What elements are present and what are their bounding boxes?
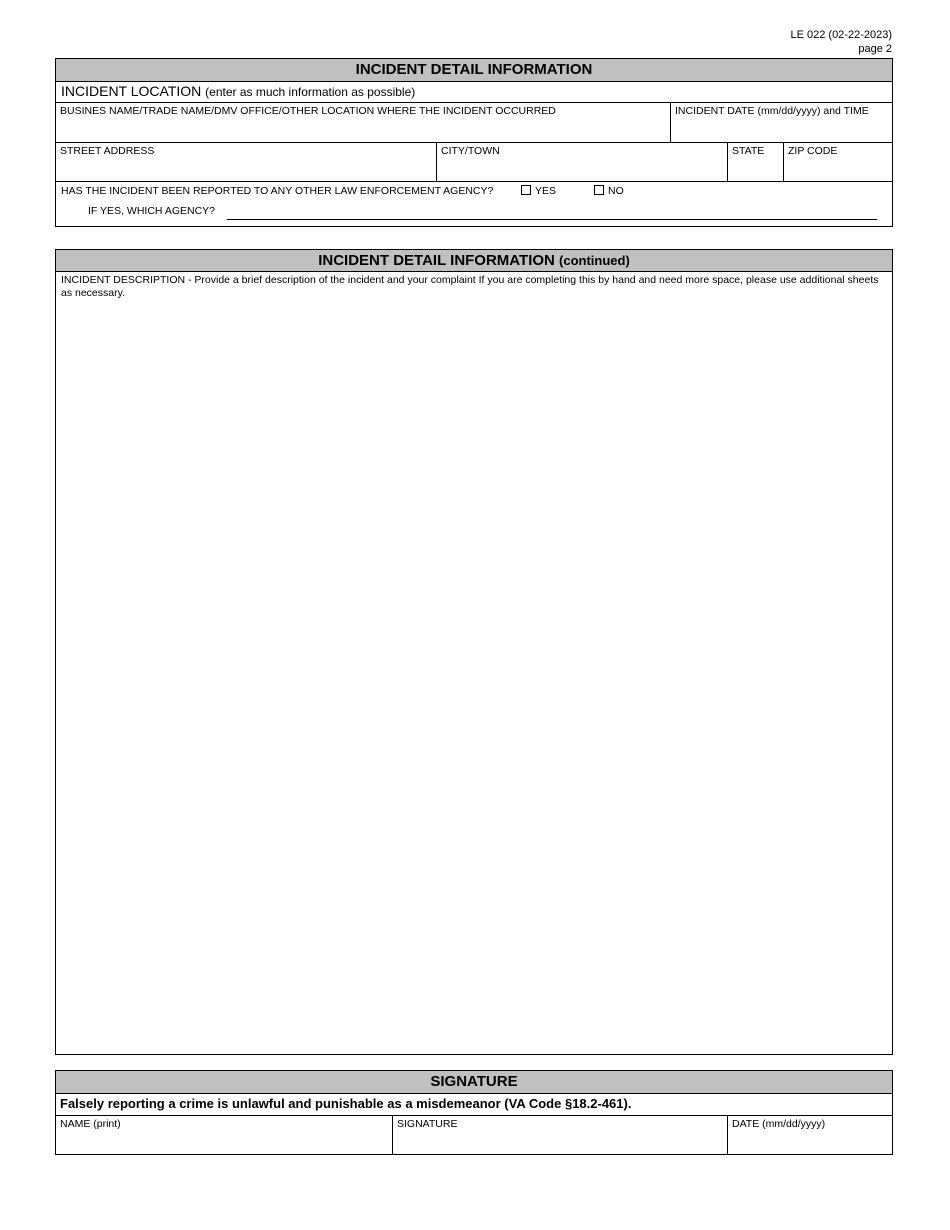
city-label: CITY/TOWN [441,145,500,157]
no-checkbox[interactable] [594,185,604,195]
no-label: NO [608,185,624,197]
business-name-field[interactable] [56,103,670,142]
street-address-label: STREET ADDRESS [60,145,155,157]
name-print-label: NAME (print) [60,1118,121,1130]
location-hint: (enter as much information as possible) [205,85,416,99]
signature-date-label: DATE (mm/dd/yyyy) [732,1118,826,1130]
business-name-label: BUSINES NAME/TRADE NAME/DMV OFFICE/OTHER LOCATION WHERE THE INCIDENT OCCURRED [60,105,556,117]
reported-question: HAS THE INCIDENT BEEN REPORTED TO ANY OTHER LAW ENFORCEMENT AGENCY? [61,185,494,197]
address-row [56,143,892,182]
signature-section [55,1070,893,1155]
signature-row [56,1116,892,1154]
page-number: page 2 [858,43,892,55]
section2-title: INCIDENT DETAIL INFORMATION [318,252,555,269]
business-row [56,103,892,143]
agency-input-line[interactable] [227,219,877,220]
form-header [790,28,892,56]
section-title: INCIDENT DETAIL INFORMATION [56,59,892,82]
false-report-warning: Falsely reporting a crime is unlawful and punishable as a misdemeanor (VA Code §18.2-461). [60,1096,632,1111]
name-print-field[interactable] [56,1116,392,1154]
street-address-field[interactable] [56,143,436,181]
incident-date-field[interactable] [670,103,892,142]
agency-label: IF YES, WHICH AGENCY? [88,205,215,217]
city-field[interactable] [436,143,727,181]
incident-date-label: INCIDENT DATE (mm/dd/yyyy) and TIME [675,105,869,117]
reported-row [56,182,892,226]
zip-code-label: ZIP CODE [788,145,838,157]
incident-description-field[interactable] [56,272,892,1054]
warning-row [56,1094,892,1116]
signature-field[interactable] [392,1116,727,1154]
signature-label: SIGNATURE [397,1118,458,1130]
location-heading-row [56,82,892,103]
yes-checkbox[interactable] [521,185,531,195]
yes-label: YES [535,185,557,197]
signature-date-field[interactable] [727,1116,892,1154]
zip-code-field[interactable] [783,143,892,181]
incident-detail-section [55,58,893,227]
incident-location-heading [56,82,892,100]
no-option[interactable] [594,185,624,197]
section2-title-suffix: (continued) [559,253,630,268]
incident-description-label: INCIDENT DESCRIPTION - Provide a brief description of the incident and your complaint If you are completing this by hand and need more space, please use additional sheets as necessary. [61,274,879,299]
section-title-continued [56,250,892,272]
state-label: STATE [732,145,765,157]
form-id: LE 022 (02-22-2023) [790,29,892,41]
incident-description-section [55,249,893,1055]
yes-option[interactable] [521,185,556,197]
signature-title: SIGNATURE [56,1071,892,1094]
location-heading-text: INCIDENT LOCATION [61,83,202,99]
state-field[interactable] [727,143,783,181]
